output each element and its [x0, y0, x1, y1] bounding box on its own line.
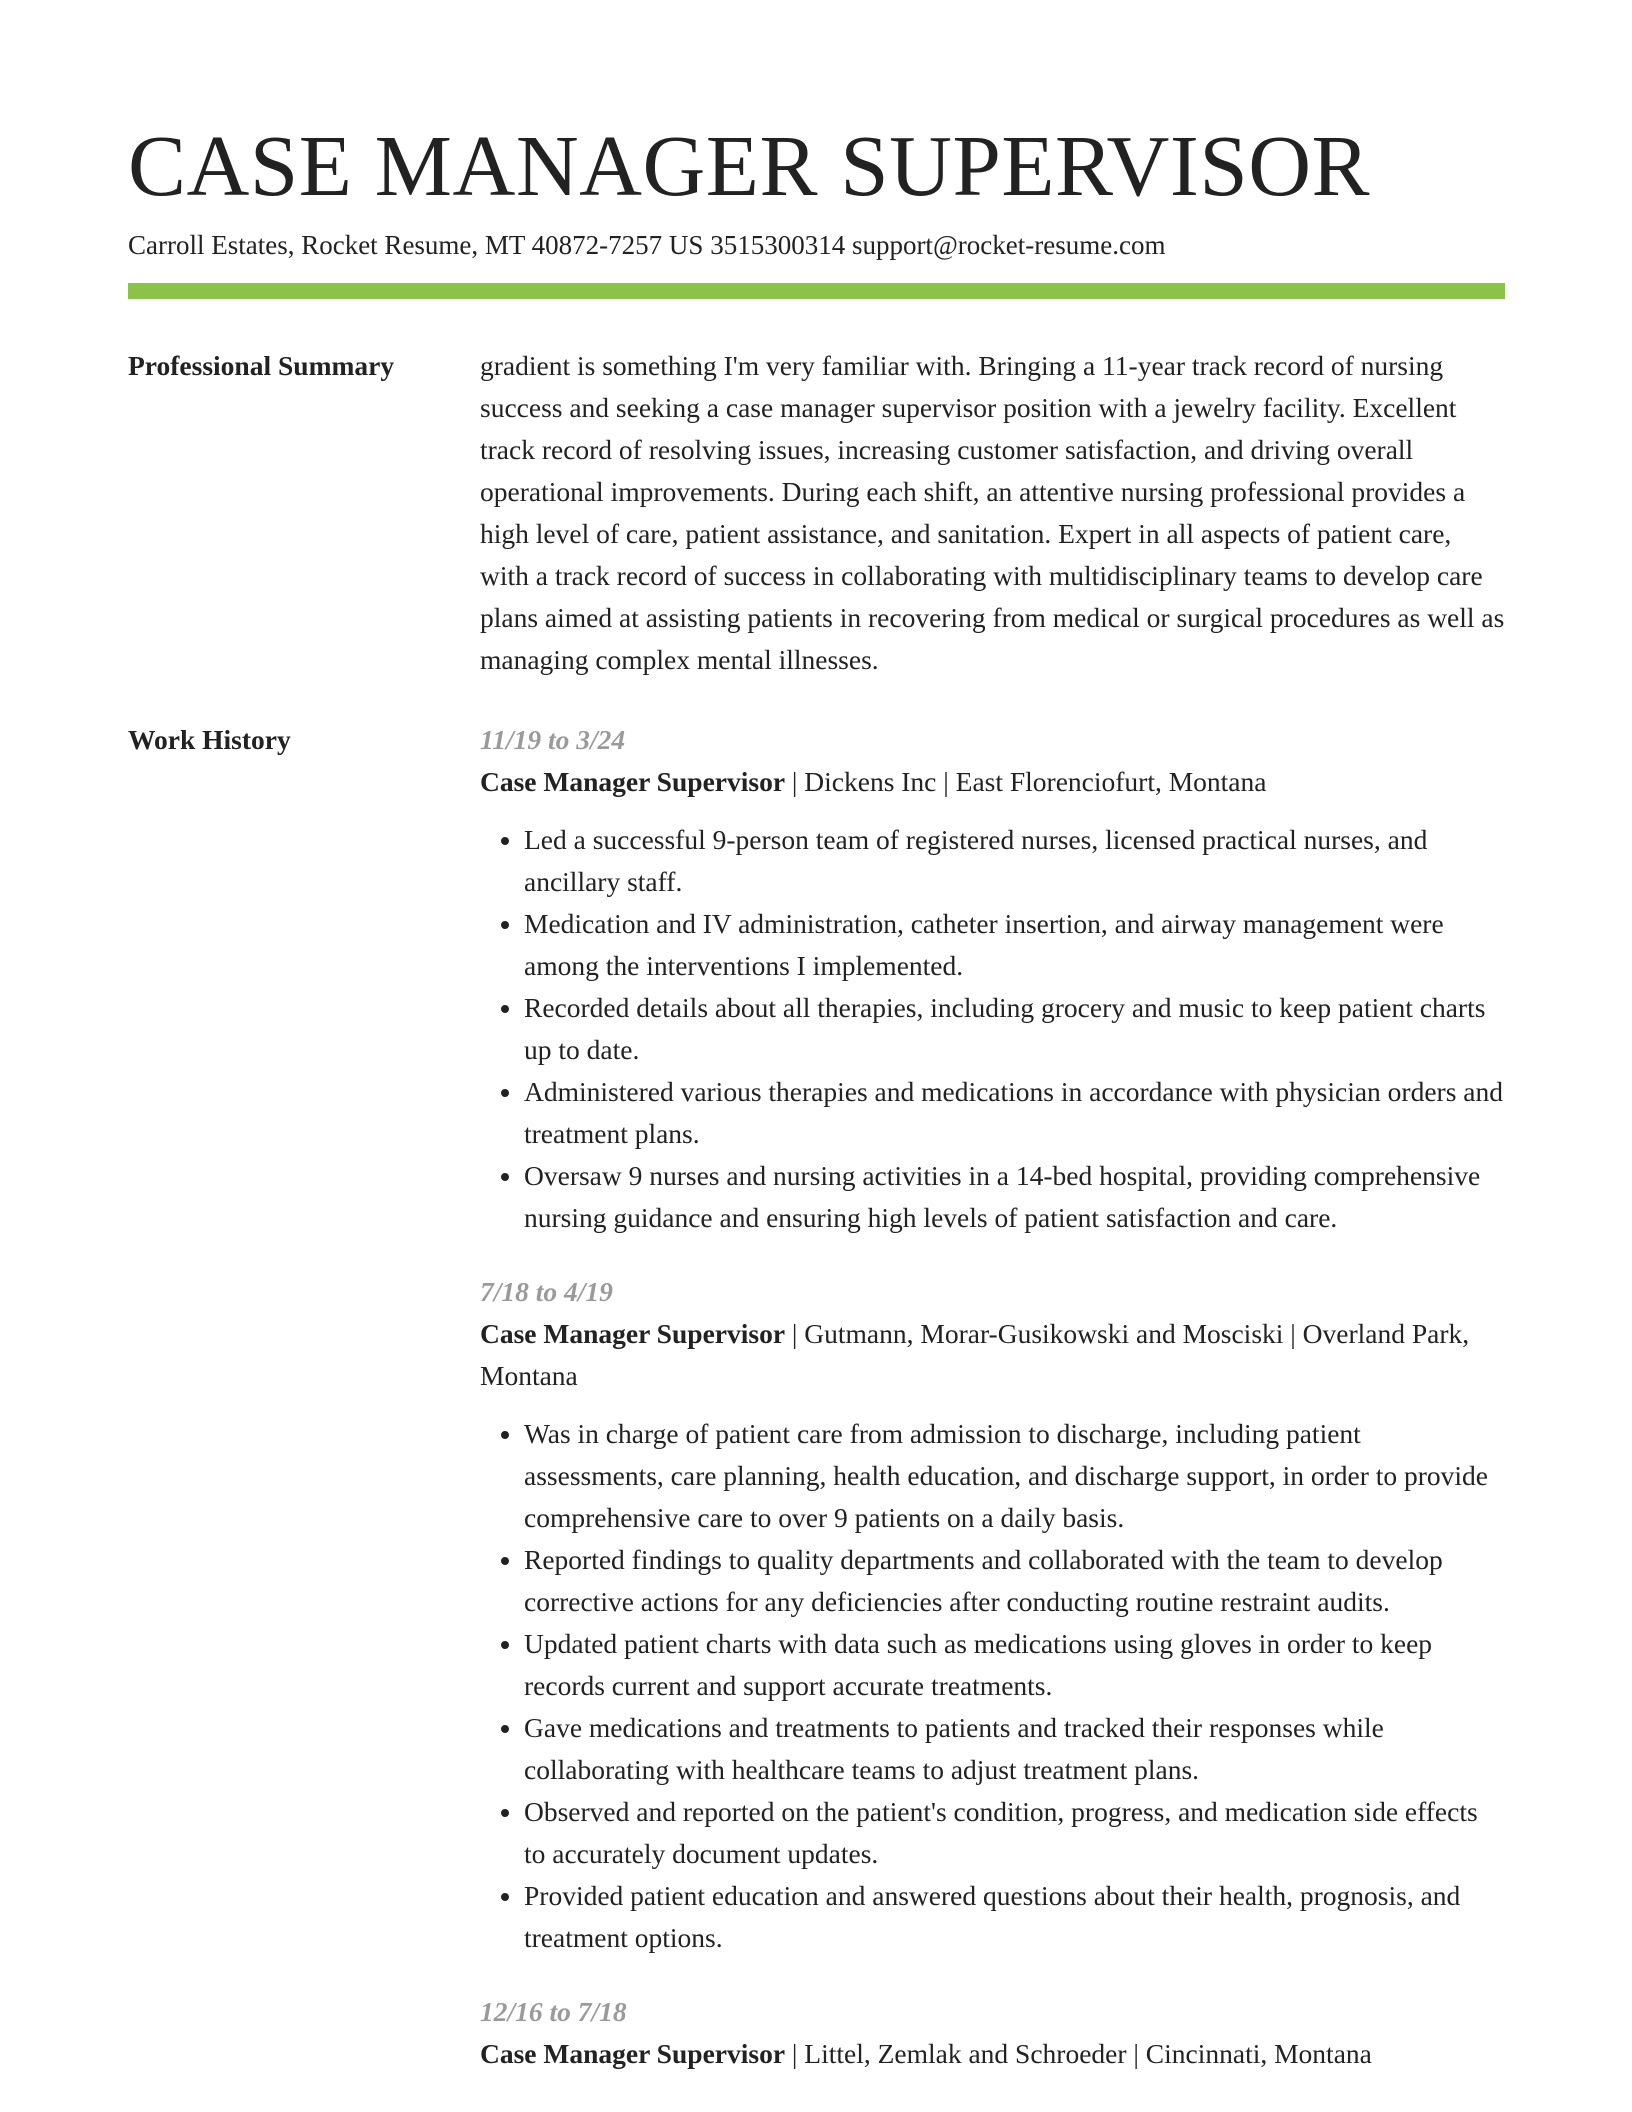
- job-bullet: • Administered various therapies and medications in accordance with physician orders and treatment plans.: [524, 1071, 1505, 1155]
- job-bullet: • Updated patient charts with data such as medications using gloves in order to keep records current and support accurate treatments.: [524, 1623, 1505, 1707]
- summary-text: gradient is something I'm very familiar with. Bringing a 11-year track record of nursing success and seeking a case manager supervisor position with a jewelry facility. Excellent track record of resolving issues, increasing customer satisfaction, and driving overall operational improvements. During each shift, an attentive nursing professional provides a high level of care, patient assistance, and sanitation. Expert in all aspects of patient care, with a track record of success in collaborating with multidisciplinary teams to develop care plans aimed at assisting patients in recovering from medical or surgical procedures as well as managing complex mental illnesses.: [480, 349, 1505, 675]
- job-dates: 12/16 to 7/18: [480, 1995, 627, 2027]
- job-bullet: • Provided patient education and answered questions about their health, prognosis, and treatment options.: [524, 1875, 1505, 1959]
- job-company-location: | Littel, Zemlak and Schroeder | Cincinnati, Montana: [785, 2037, 1372, 2069]
- accent-divider: [128, 283, 1505, 299]
- job-title: Case Manager Supervisor: [480, 1317, 786, 1349]
- resume-title: CASE MANAGER SUPERVISOR: [128, 117, 1371, 214]
- job-company-location: | Gutmann, Morar-Gusikowski and Mosciski | Overland Park, Montana: [480, 1317, 1470, 1391]
- work-history-section: [128, 719, 1505, 2075]
- summary-section: [128, 345, 1505, 681]
- contact-line: Carroll Estates, Rocket Resume, MT 40872-7257 US 3515300314 support@rocket-resume.com: [128, 229, 1166, 260]
- job-bullet-list: [480, 819, 1505, 1239]
- job-title: Case Manager Supervisor: [480, 765, 786, 797]
- job-bullet: • Led a successful 9-person team of registered nurses, licensed practical nurses, and ancillary staff.: [524, 819, 1505, 903]
- job-entry: [480, 1991, 1505, 2075]
- job-bullet: • Gave medications and treatments to patients and tracked their responses while collaborating with healthcare teams to adjust treatment plans.: [524, 1707, 1505, 1791]
- job-bullet: • Recorded details about all therapies, including grocery and music to keep patient charts up to date.: [524, 987, 1505, 1071]
- job-heading: [480, 761, 1505, 803]
- work-history-body: [480, 719, 1505, 2075]
- job-company-location: | Dickens Inc | East Florenciofurt, Montana: [785, 765, 1267, 797]
- job-heading: [480, 1313, 1505, 1397]
- summary-label: Professional Summary: [128, 349, 395, 381]
- job-entry: [480, 719, 1505, 1239]
- job-bullet: • Reported findings to quality departments and collaborated with the team to develop corrective actions for any deficiencies after conducting routine restraint audits.: [524, 1539, 1505, 1623]
- job-dates: 7/18 to 4/19: [480, 1275, 613, 1307]
- job-entry: [480, 1271, 1505, 1959]
- job-bullet: • Observed and reported on the patient's condition, progress, and medication side effects to accurately document updates.: [524, 1791, 1505, 1875]
- job-bullet: • Medication and IV administration, catheter insertion, and airway management were among the interventions I implemented.: [524, 903, 1505, 987]
- job-title: Case Manager Supervisor: [480, 2037, 786, 2069]
- job-bullet: • Oversaw 9 nurses and nursing activities in a 14-bed hospital, providing comprehensive nursing guidance and ensuring high levels of patient satisfaction and care.: [524, 1155, 1505, 1239]
- job-bullet: • Was in charge of patient care from admission to discharge, including patient assessments, care planning, health education, and discharge support, in order to provide comprehensive care to over 9 patients on a daily basis.: [524, 1413, 1505, 1539]
- resume-page: [128, 118, 1505, 2075]
- job-heading: [480, 2033, 1505, 2075]
- summary-body: [480, 345, 1505, 681]
- job-dates: 11/19 to 3/24: [480, 723, 626, 755]
- job-bullet-list: [480, 1413, 1505, 1959]
- work-history-label: Work History: [128, 723, 291, 755]
